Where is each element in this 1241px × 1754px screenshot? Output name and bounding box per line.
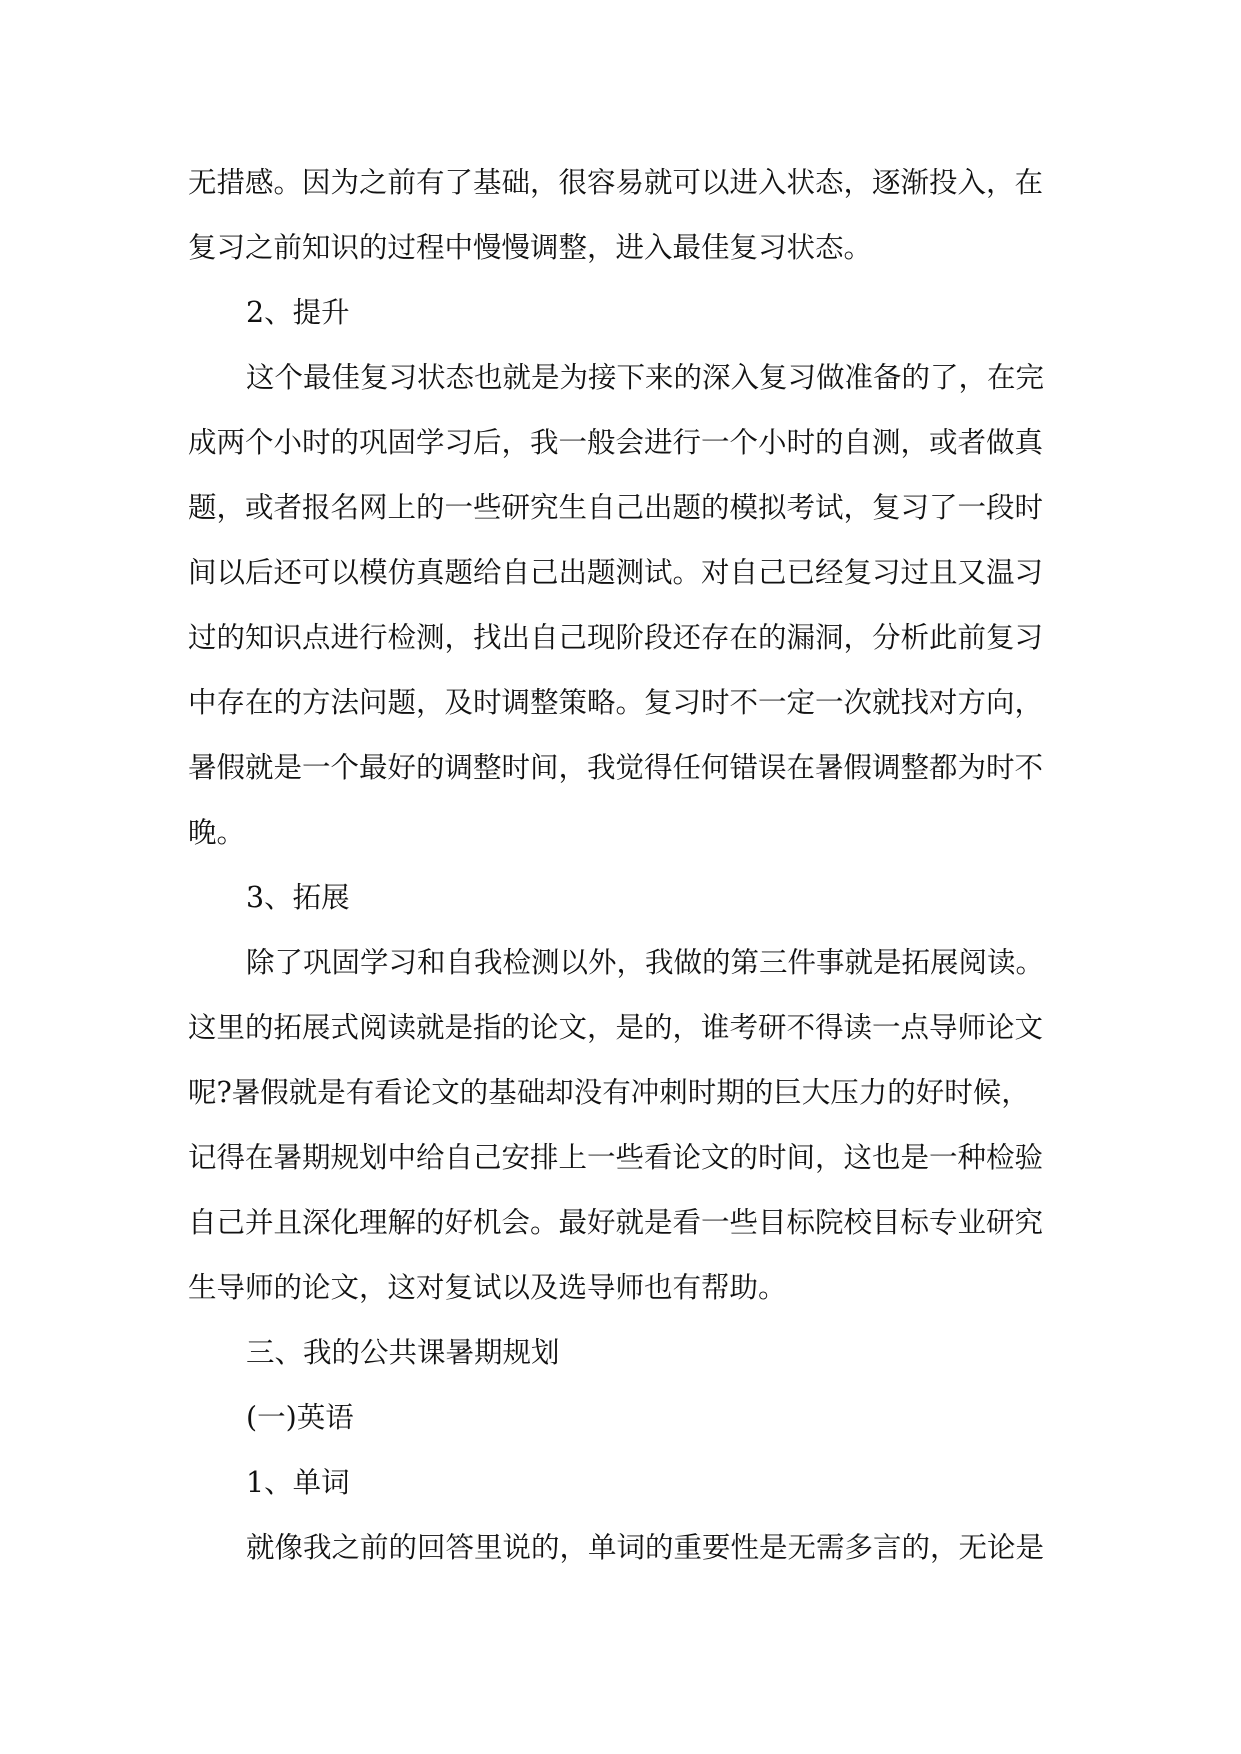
text-line: 呢?暑假就是有看论文的基础却没有冲刺时期的巨大压力的好时候， bbox=[188, 1076, 1030, 1109]
text-line: 这里的拓展式阅读就是指的论文，是的，谁考研不得读一点导师论文 bbox=[188, 1011, 1044, 1044]
text-line: 过的知识点进行检测，找出自己现阶段还存在的漏洞，分析此前复习 bbox=[188, 621, 1044, 654]
text-line: 生导师的论文，这对复试以及选导师也有帮助。 bbox=[188, 1271, 787, 1304]
text-line: 成两个小时的巩固学习后，我一般会进行一个小时的自测，或者做真 bbox=[188, 426, 1044, 459]
subsection-heading: (一)英语 bbox=[246, 1401, 354, 1434]
text-line: 记得在暑期规划中给自己安排上一些看论文的时间，这也是一种检验 bbox=[188, 1141, 1044, 1174]
text-line: 题，或者报名网上的一些研究生自己出题的模拟考试，复习了一段时 bbox=[188, 491, 1044, 524]
text-line: 复习之前知识的过程中慢慢调整，进入最佳复习状态。 bbox=[188, 231, 873, 264]
text-line: 就像我之前的回答里说的，单词的重要性是无需多言的，无论是 bbox=[246, 1531, 1045, 1564]
section-heading: 2、提升 bbox=[246, 296, 350, 329]
text-line: 晚。 bbox=[188, 816, 246, 849]
text-line: 间以后还可以模仿真题给自己出题测试。对自己已经复习过且又温习 bbox=[188, 556, 1044, 589]
text-line: 暑假就是一个最好的调整时间，我觉得任何错误在暑假调整都为时不 bbox=[188, 751, 1044, 784]
section-heading: 3、拓展 bbox=[246, 881, 350, 914]
text-line: 这个最佳复习状态也就是为接下来的深入复习做准备的了，在完 bbox=[246, 361, 1045, 394]
document-body bbox=[188, 150, 1058, 1580]
section-heading: 三、我的公共课暑期规划 bbox=[246, 1336, 560, 1369]
text-line: 中存在的方法问题，及时调整策略。复习时不一定一次就找对方向， bbox=[188, 686, 1044, 719]
subsection-heading: 1、单词 bbox=[246, 1466, 350, 1499]
text-line: 自己并且深化理解的好机会。最好就是看一些目标院校目标专业研究 bbox=[188, 1206, 1044, 1239]
text-line: 无措感。因为之前有了基础，很容易就可以进入状态，逐渐投入，在 bbox=[188, 166, 1044, 199]
text-line: 除了巩固学习和自我检测以外，我做的第三件事就是拓展阅读。 bbox=[246, 946, 1045, 979]
